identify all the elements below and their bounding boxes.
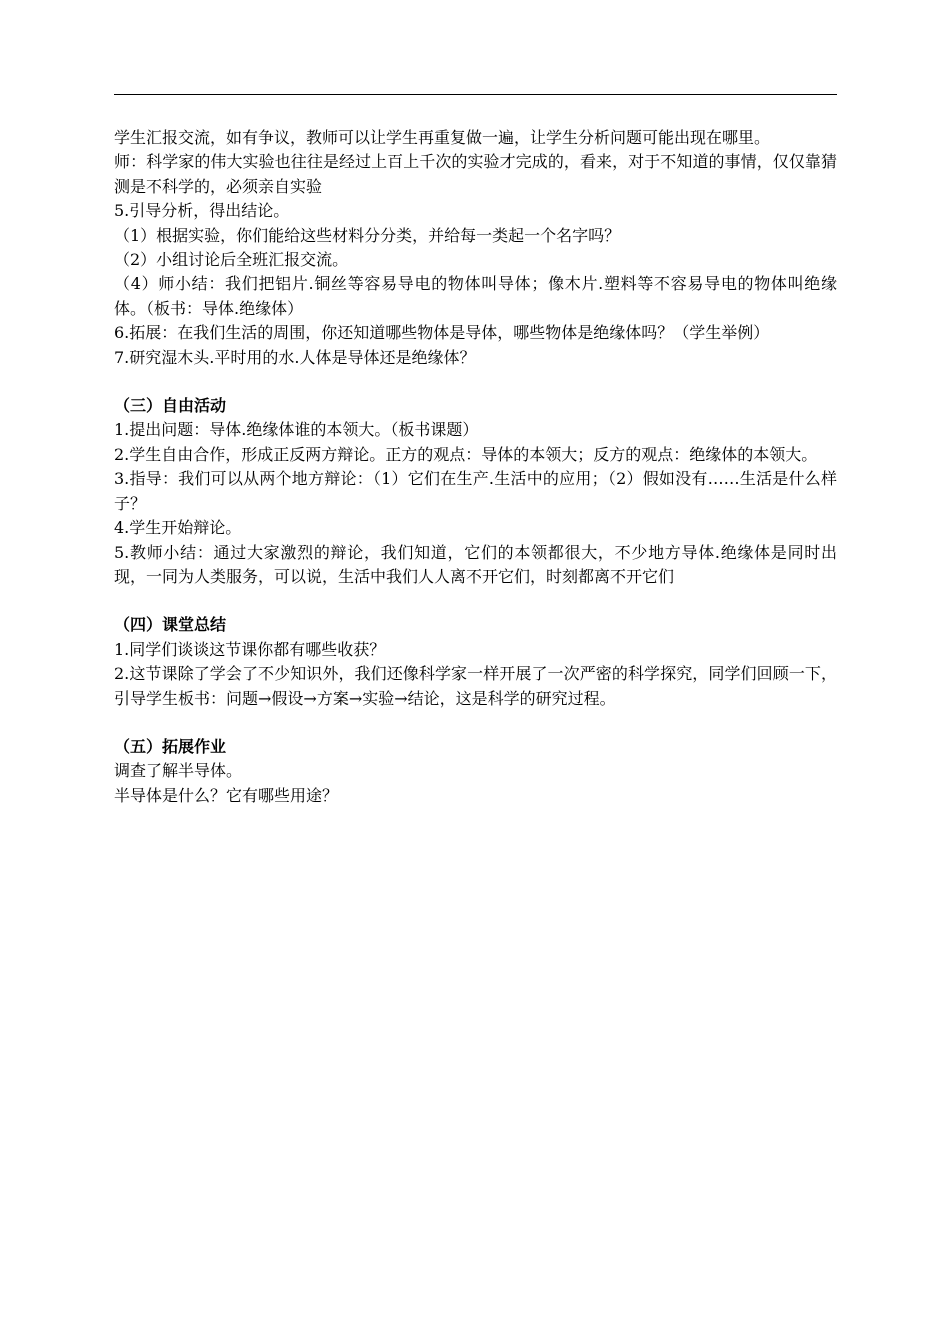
lesson-procedure-block bbox=[114, 126, 837, 370]
section-heading: （四）课堂总结 bbox=[114, 615, 227, 635]
paragraph: 1.同学们谈谈这节课你都有哪些收获？ bbox=[114, 639, 386, 659]
paragraph: 学生汇报交流，如有争议，教师可以让学生再重复做一遍，让学生分析问题可能出现在哪里。 bbox=[114, 128, 771, 147]
section-class-summary bbox=[114, 613, 837, 711]
section-heading: （五）拓展作业 bbox=[114, 736, 227, 756]
paragraph: 7.研究湿木头.平时用的水.人体是导体还是绝缘体？ bbox=[114, 347, 476, 367]
section-extension-homework bbox=[114, 735, 837, 808]
paragraph: 4.学生开始辩论。 bbox=[114, 518, 242, 538]
header-rule bbox=[114, 94, 837, 95]
paragraph: 师：科学家的伟大实验也往往是经过上百上千次的实验才完成的，看来，对于不知道的事情，仅仅靠猜测是不科学的，必须亲自实验 bbox=[114, 152, 837, 196]
section-free-activity bbox=[114, 394, 837, 589]
paragraph: 5.教师小结：通过大家激烈的辩论，我们知道，它们的本领都很大，不少地方导体.绝缘体是同时出现，一同为人类服务，可以说，生活中我们人人离不开它们，时刻都离不开它们 bbox=[114, 542, 837, 586]
paragraph: （2）小组讨论后全班汇报交流。 bbox=[114, 250, 349, 270]
paragraph: 2.学生自由合作，形成正反两方辩论。正方的观点：导体的本领大；反方的观点：绝缘体的本领大。 bbox=[114, 444, 818, 464]
paragraph: 5.引导分析，得出结论。 bbox=[114, 201, 290, 221]
document-body bbox=[114, 126, 837, 808]
paragraph: 调查了解半导体。 bbox=[114, 761, 243, 781]
paragraph: （4）师小结：我们把铝片.铜丝等容易导电的物体叫导体；像木片.塑料等不容易导电的物体叫绝缘体。（板书：导体.绝缘体） bbox=[114, 274, 837, 318]
paragraph: 1.提出问题：导体.绝缘体谁的本领大。（板书课题） bbox=[114, 420, 479, 440]
paragraph: 6.拓展：在我们生活的周围，你还知道哪些物体是导体，哪些物体是绝缘体吗？（学生举例） bbox=[114, 323, 770, 343]
paragraph: 2.这节课除了学会了不少知识外，我们还像科学家一样开展了一次严密的科学探究，同学们回顾一下，引导学生板书：问题→假设→方案→实验→结论，这是科学的研究过程。 bbox=[114, 664, 837, 708]
paragraph: 半导体是什么？它有哪些用途？ bbox=[114, 785, 339, 805]
paragraph: （1）根据实验，你们能给这些材料分分类，并给每一类起一个名字吗？ bbox=[114, 225, 621, 245]
section-heading: （三）自由活动 bbox=[114, 396, 227, 416]
paragraph: 3.指导：我们可以从两个地方辩论：（1）它们在生产.生活中的应用；（2）假如没有……生活是什么样子？ bbox=[114, 469, 837, 513]
